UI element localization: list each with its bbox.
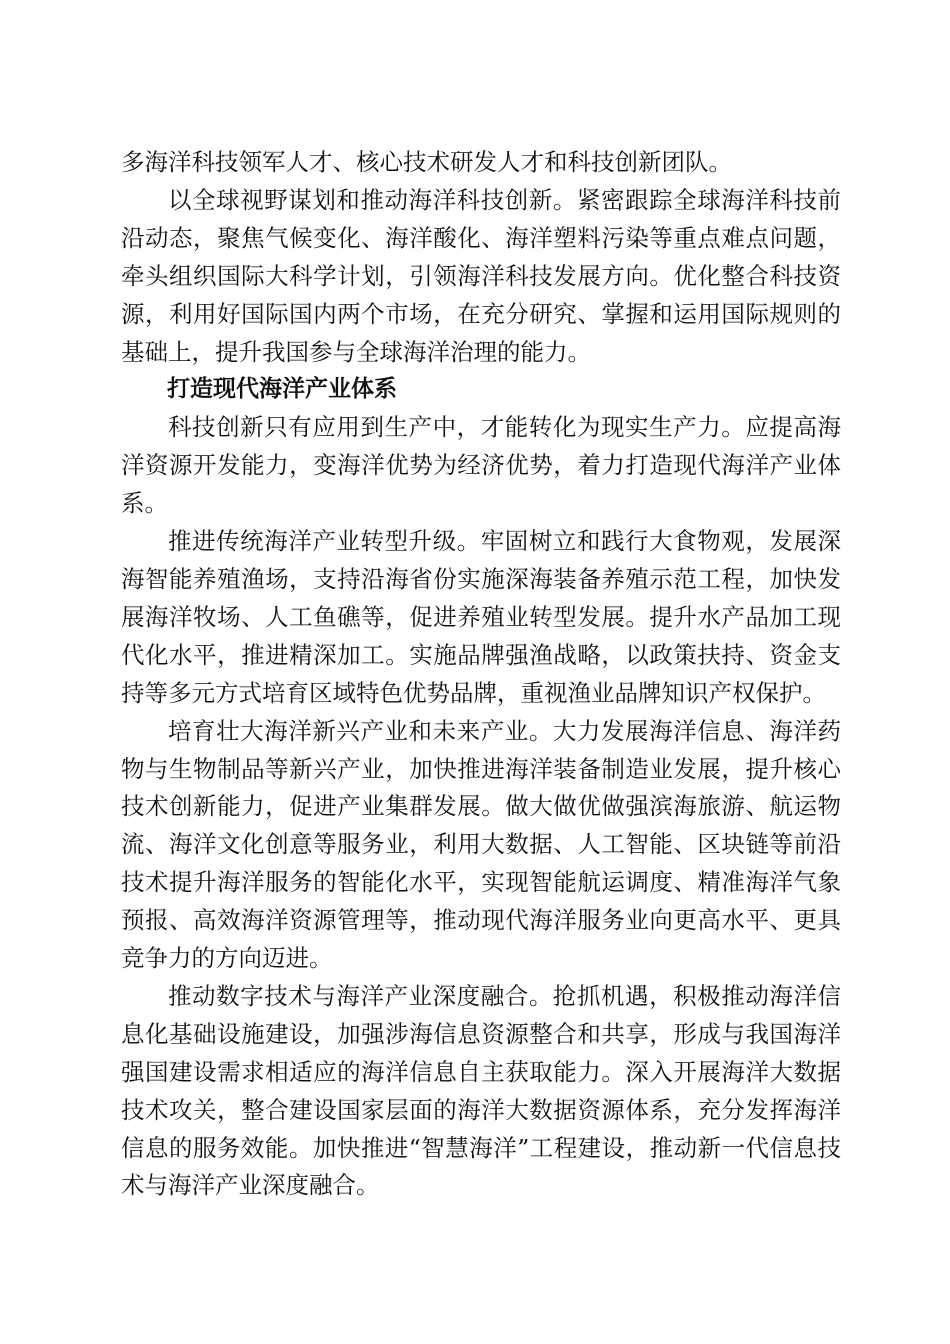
- document-page: [121, 144, 841, 1205]
- paragraph-traditional-industry: 推进传统海洋产业转型升级。牢固树立和践行大食物观，发展深海智能养殖渔场，支持沿海省份实施深海装备养殖示范工程，加快发展海洋牧场、人工鱼礁等，促进养殖业转型发展。提升水产品加工现代化水平，推进精深加工。实施品牌强渔战略，以政策扶持、资金支持等多元方式培育区域特色优势品牌，重视渔业品牌知识产权保护。: [121, 527, 841, 707]
- paragraph-global-innovation: 以全球视野谋划和推动海洋科技创新。紧密跟踪全球海洋科技前沿动态，聚焦气候变化、海洋酸化、海洋塑料污染等重点难点问题，牵头组织国际大科学计划，引领海洋科技发展方向。优化整合科技资源，利用好国际国内两个市场，在充分研究、掌握和运用国际规则的基础上，提升我国参与全球海洋治理的能力。: [121, 185, 841, 366]
- paragraph-talent-continuation: 多海洋科技领军人才、核心技术研发人才和科技创新团队。: [121, 148, 732, 176]
- paragraph-emerging-industry: 培育壮大海洋新兴产业和未来产业。大力发展海洋信息、海洋药物与生物制品等新兴产业，加快推进海洋装备制造业发展，提升核心技术创新能力，促进产业集群发展。做大做优做强滨海旅游、航运物流、海洋文化创意等服务业，利用大数据、人工智能、区块链等前沿技术提升海洋服务的智能化水平，实现智能航运调度、精准海洋气象预报、高效海洋资源管理等，推动现代海洋服务业向更高水平、更具竞争力的方向迈进。: [121, 716, 841, 973]
- section-heading: 打造现代海洋产业体系: [167, 376, 397, 403]
- paragraph-industry-intro: 科技创新只有应用到生产中，才能转化为现实生产力。应提高海洋资源开发能力，变海洋优势为经济优势，着力打造现代海洋产业体系。: [121, 413, 841, 518]
- paragraph-digital-integration: 推动数字技术与海洋产业深度融合。抢抓机遇，积极推动海洋信息化基础设施建设，加强涉海信息资源整合和共享，形成与我国海洋强国建设需求相适应的海洋信息自主获取能力。深入开展海洋大数据技术攻关，整合建设国家层面的海洋大数据资源体系，充分发挥海洋信息的服务效能。加快推进“智慧海洋”工程建设，推动新一代信息技术与海洋产业深度融合。: [121, 981, 841, 1200]
